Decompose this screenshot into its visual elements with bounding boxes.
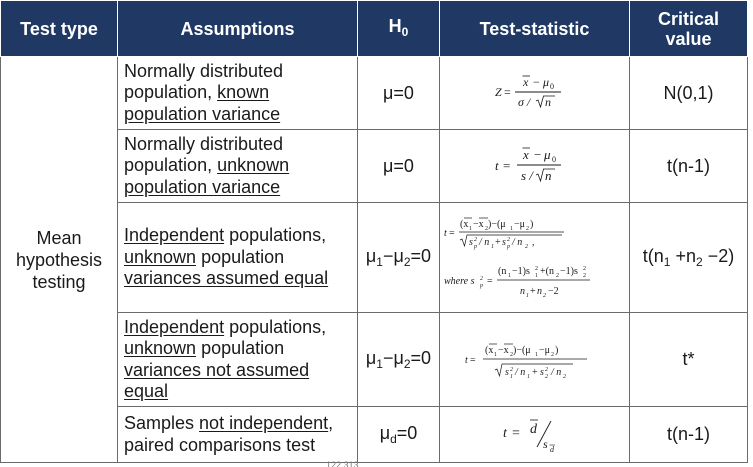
svg-text:2: 2 bbox=[582, 265, 586, 272]
test-statistic-cell bbox=[440, 57, 630, 130]
svg-text:2: 2 bbox=[509, 366, 513, 373]
svg-text:/ n: / n bbox=[511, 236, 522, 248]
svg-text:n: n bbox=[536, 285, 542, 297]
svg-text:=: = bbox=[448, 227, 455, 239]
h0-cell: $\mu_1-\mu_2=0$ bbox=[358, 313, 440, 407]
svg-text:t: t bbox=[494, 158, 499, 173]
svg-text:s: s bbox=[468, 236, 473, 248]
svg-text:s /: s / bbox=[520, 168, 533, 183]
critical-value-cell: t(n-1) bbox=[630, 407, 748, 463]
svg-text:d: d bbox=[529, 421, 537, 437]
svg-text:1: 1 bbox=[525, 292, 529, 299]
svg-text:2: 2 bbox=[555, 272, 559, 279]
svg-text:n: n bbox=[544, 95, 551, 109]
page-number-fragment: 122 313 bbox=[326, 460, 359, 467]
svg-text:2: 2 bbox=[542, 292, 546, 299]
table-row bbox=[1, 57, 748, 130]
svg-text:+: + bbox=[531, 366, 538, 378]
test-statistic-cell bbox=[440, 407, 630, 463]
svg-text:−x: −x bbox=[497, 344, 509, 356]
h0-cell: μ=0 bbox=[358, 130, 440, 203]
svg-text:−: − bbox=[532, 75, 540, 89]
test-statistic-cell bbox=[440, 130, 630, 203]
svg-text:p: p bbox=[479, 282, 483, 289]
svg-text:n: n bbox=[519, 285, 525, 297]
svg-text:2: 2 bbox=[562, 373, 566, 380]
test-type-cell: Mean hypothesis testing bbox=[1, 57, 118, 463]
z-statistic-formula bbox=[495, 71, 575, 115]
svg-text:t: t bbox=[502, 425, 507, 441]
svg-text:1: 1 bbox=[490, 243, 494, 250]
svg-text:/ n: / n bbox=[514, 366, 525, 378]
svg-text:=: = bbox=[469, 354, 476, 366]
svg-text:2: 2 bbox=[479, 275, 483, 282]
svg-text:where s: where s bbox=[443, 275, 474, 287]
svg-text:1: 1 bbox=[507, 272, 511, 279]
svg-text:x: x bbox=[522, 75, 528, 89]
svg-text:−1)s: −1)s bbox=[559, 265, 578, 277]
assumption-cell: Independent populations, unknown population variances assumed equal bbox=[118, 203, 358, 313]
svg-text:−: − bbox=[533, 147, 541, 162]
svg-text:1: 1 bbox=[509, 373, 513, 380]
svg-text:x: x bbox=[522, 147, 529, 162]
header-test-type: Test type bbox=[1, 1, 118, 57]
svg-text:s: s bbox=[542, 436, 548, 451]
svg-text:2: 2 bbox=[544, 366, 548, 373]
welch-t-statistic-formula bbox=[465, 337, 605, 383]
critical-value-cell: $t(n_1 +n_2 -2)$ bbox=[630, 203, 748, 313]
header-critical-value: Critical value bbox=[630, 1, 748, 57]
svg-text:): ) bbox=[554, 344, 558, 356]
svg-text:2: 2 bbox=[509, 351, 513, 358]
svg-text:s: s bbox=[539, 366, 544, 378]
h0-cell: $\mu_1-\mu_2=0$ bbox=[358, 203, 440, 313]
svg-text:0: 0 bbox=[551, 155, 556, 164]
h0-cell: $\mu_d=0$ bbox=[358, 407, 440, 463]
svg-text:0: 0 bbox=[549, 82, 554, 91]
svg-text:,: , bbox=[531, 236, 534, 248]
svg-text:n: n bbox=[544, 168, 551, 183]
svg-text:+: + bbox=[494, 236, 501, 248]
critical-value-cell: t* bbox=[630, 313, 748, 407]
svg-text:2: 2 bbox=[582, 272, 586, 279]
header-h0: $H_0$ bbox=[358, 1, 440, 57]
svg-text:1: 1 bbox=[526, 373, 530, 380]
svg-text:μ: μ bbox=[542, 75, 549, 89]
header-row bbox=[1, 1, 748, 57]
svg-text:1: 1 bbox=[468, 225, 472, 232]
svg-text:t: t bbox=[464, 354, 468, 366]
svg-text:+(n: +(n bbox=[539, 265, 554, 277]
svg-text:=: = bbox=[502, 158, 510, 173]
svg-text:): ) bbox=[529, 218, 533, 230]
svg-text:2: 2 bbox=[473, 236, 477, 243]
svg-text:/ n: / n bbox=[550, 366, 561, 378]
assumption-cell: Samples not independent, paired comparisons test bbox=[118, 407, 358, 463]
svg-text:1: 1 bbox=[509, 225, 513, 232]
header-test-statistic: Test-statistic bbox=[440, 1, 630, 57]
svg-text:−2: −2 bbox=[547, 285, 559, 297]
test-statistic-cell bbox=[440, 203, 630, 313]
svg-text:2: 2 bbox=[534, 265, 538, 272]
svg-text:2: 2 bbox=[506, 236, 510, 243]
svg-text:σ /: σ / bbox=[517, 95, 530, 109]
svg-text:t: t bbox=[443, 227, 447, 239]
test-statistic-cell bbox=[440, 313, 630, 407]
svg-text:=: = bbox=[486, 275, 493, 287]
svg-text:1: 1 bbox=[493, 351, 497, 358]
svg-text:s: s bbox=[504, 366, 509, 378]
svg-text:=: = bbox=[503, 85, 511, 99]
svg-text:)−(μ: )−(μ bbox=[512, 344, 531, 356]
svg-text:+: + bbox=[529, 285, 536, 297]
svg-text:d: d bbox=[549, 444, 554, 454]
svg-text:=: = bbox=[511, 425, 520, 441]
critical-value-cell: t(n-1) bbox=[630, 130, 748, 203]
critical-value-cell: N(0,1) bbox=[630, 57, 748, 130]
paired-t-statistic-formula bbox=[503, 415, 567, 455]
svg-text:2: 2 bbox=[524, 243, 528, 250]
svg-text:)−(μ: )−(μ bbox=[487, 218, 506, 230]
svg-text:(x: (x bbox=[459, 218, 468, 230]
h0-cell: μ=0 bbox=[358, 57, 440, 130]
svg-text:−μ: −μ bbox=[513, 218, 525, 230]
svg-text:Z: Z bbox=[494, 85, 502, 99]
svg-text:μ: μ bbox=[543, 147, 551, 162]
t-statistic-formula bbox=[495, 144, 575, 188]
svg-text:1: 1 bbox=[534, 351, 538, 358]
svg-text:s: s bbox=[501, 236, 506, 248]
svg-text:2: 2 bbox=[544, 373, 548, 380]
assumption-cell: Normally distributed population, known population variance bbox=[118, 57, 358, 130]
pooled-t-statistic-formula bbox=[444, 210, 626, 306]
assumption-cell: Independent populations, unknown population variances not assumed equal bbox=[118, 313, 358, 407]
svg-text:2: 2 bbox=[484, 225, 488, 232]
svg-text:p: p bbox=[473, 243, 477, 250]
svg-text:−μ: −μ bbox=[538, 344, 550, 356]
svg-text:/ n: / n bbox=[478, 236, 489, 248]
header-assumptions: Assumptions bbox=[118, 1, 358, 57]
svg-text:−x: −x bbox=[472, 218, 484, 230]
svg-text:−1)s: −1)s bbox=[511, 265, 530, 277]
svg-text:1: 1 bbox=[534, 272, 538, 279]
svg-text:p: p bbox=[506, 243, 510, 250]
svg-text:2: 2 bbox=[550, 351, 554, 358]
assumption-cell: Normally distributed population, unknown population variance bbox=[118, 130, 358, 203]
svg-text:(n: (n bbox=[497, 265, 506, 277]
svg-text:2: 2 bbox=[525, 225, 529, 232]
svg-text:(x: (x bbox=[484, 344, 493, 356]
